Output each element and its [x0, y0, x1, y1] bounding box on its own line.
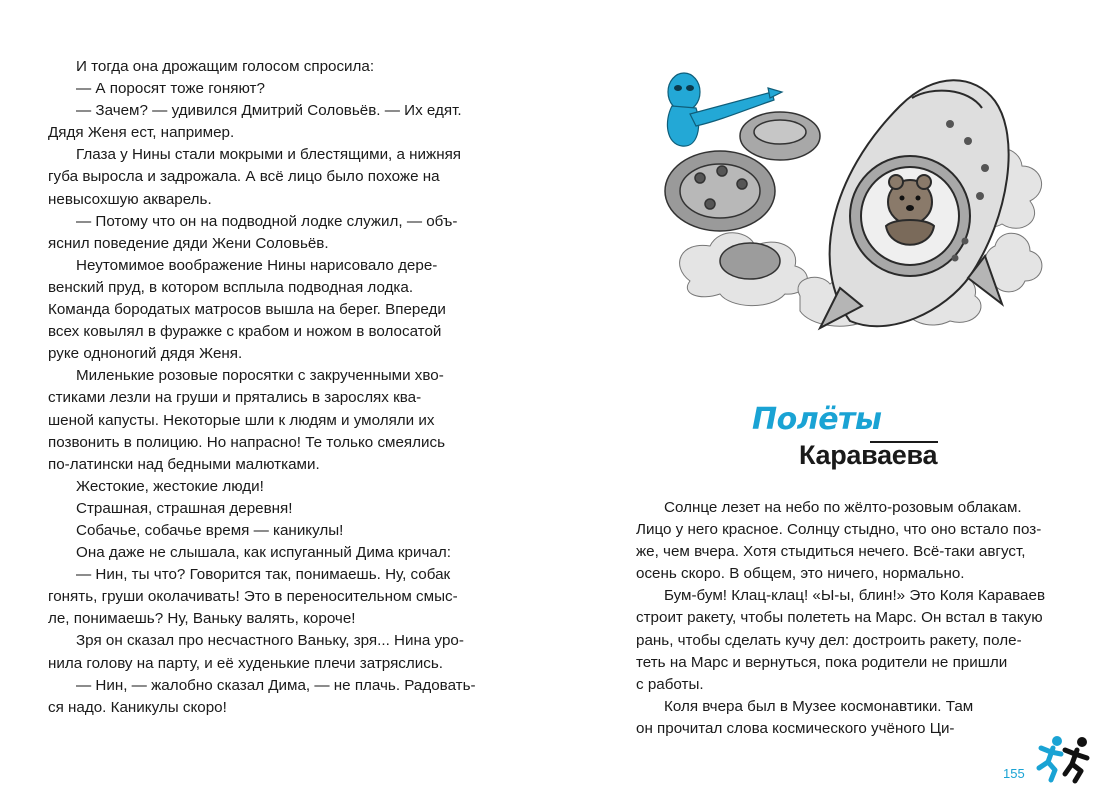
text-line: — А поросят тоже гоняют?	[76, 80, 265, 98]
text-line: Бум-бум! Клац-клац! «Ы-ы, блин!» Это Коля Караваев	[664, 587, 1046, 605]
chapter-title	[752, 402, 952, 472]
text-line: Дядя Женя ест, например.	[48, 124, 235, 142]
text-line: Солнце лезет на небо по жёлто-розовым облакам.	[664, 499, 1022, 516]
text-line: ся надо. Каникулы скоро!	[48, 698, 227, 716]
page-number: 155	[1003, 766, 1025, 781]
text-line: же, чем вчера. Хотя стыдиться нечего. Всё-таки август,	[636, 543, 1026, 561]
chapter-title-line1: Полёты	[752, 402, 882, 437]
text-line: Неутомимое воображение Нины нарисовало дере-	[76, 256, 438, 274]
runner-logo-icon	[1035, 734, 1099, 784]
text-line: гонять, груши околачивать! Это в переносительном смыс-	[48, 588, 458, 606]
text-line: — Зачем? — удивился Дмитрий Соловьёв. — Их едят.	[76, 102, 462, 120]
right-page-text	[636, 497, 1066, 740]
text-line: — Потому что он на подводной лодке служил, — объ-	[76, 212, 458, 230]
chapter-title-line2: Караваева	[799, 440, 938, 470]
text-line: осень скоро. В общем, это ничего, нормально.	[636, 565, 965, 583]
text-line: он прочитал слова космического учёного Ци-	[636, 719, 955, 737]
text-line: шеной капусты. Некоторые шли к людям и умоляли их	[48, 411, 435, 429]
text-line: венский пруд, в котором всплыла подводная лодка.	[48, 278, 414, 296]
text-line: Жестокие, жестокие люди!	[76, 477, 264, 495]
right-page	[557, 0, 1114, 808]
text-line: по-латински над бедными малютками.	[48, 455, 320, 473]
text-line: — Нин, — жалобно сказал Дима, — не плачь. Радовать-	[76, 676, 476, 694]
text-line: — Нин, ты что? Говорится так, понимаешь. Ну, собак	[76, 566, 451, 584]
text-line: яснил поведение дяди Жени Соловьёв.	[48, 234, 329, 252]
text-line: Собачье, собачье время — каникулы!	[76, 521, 344, 539]
text-line: позвонить в полицию. Но напрасно! Те только смеялись	[48, 433, 446, 451]
text-line: Команда бородатых матросов вышла на берег. Впереди	[48, 301, 446, 319]
text-line: И тогда она дрожащим голосом спросила:	[76, 58, 375, 75]
text-line: нила голову на парту, и её худенькие плечи затряслись.	[48, 654, 443, 672]
text-line: Страшная, страшная деревня!	[76, 499, 293, 517]
text-line: Она даже не слышала, как испуганный Дима кричал:	[76, 544, 451, 562]
text-line: Коля вчера был в Музее космонавтики. Там	[664, 697, 974, 715]
rocket-illustration	[650, 66, 1062, 334]
text-line: ле, понимаешь? Ну, Ваньку валять, короче!	[48, 610, 356, 628]
text-line: с работы.	[636, 675, 704, 693]
text-line: Лицо у него красное. Солнцу стыдно, что оно встало поз-	[636, 521, 1042, 539]
text-line: строит ракету, чтобы полететь на Марс. Он встал в такую	[636, 609, 1043, 627]
text-line: теть на Марс и вернуться, пока родители не пришли	[636, 653, 1008, 671]
text-line: губа выросла и задрожала. А всё лицо было похоже на	[48, 168, 440, 186]
text-line: Миленькие розовые поросятки с закрученными хво-	[76, 367, 444, 385]
text-line: Глаза у Нины стали мокрыми и блестящими, а нижняя	[76, 146, 462, 164]
text-line: всех ковылял в фуражке с крабом и ножом в волосатой	[48, 323, 442, 341]
text-line: руке одноногий дядя Женя.	[48, 345, 243, 363]
text-line: Зря он сказал про несчастного Ваньку, зря... Нина уро-	[76, 632, 464, 650]
text-line: стиками лезли на груши и прятались в зарослях ква-	[48, 389, 422, 407]
left-page-text	[48, 56, 480, 719]
text-line: рань, чтобы сделать кучу дел: достроить ракету, поле-	[636, 631, 1022, 649]
text-line: невысохшую акварель.	[48, 190, 212, 208]
